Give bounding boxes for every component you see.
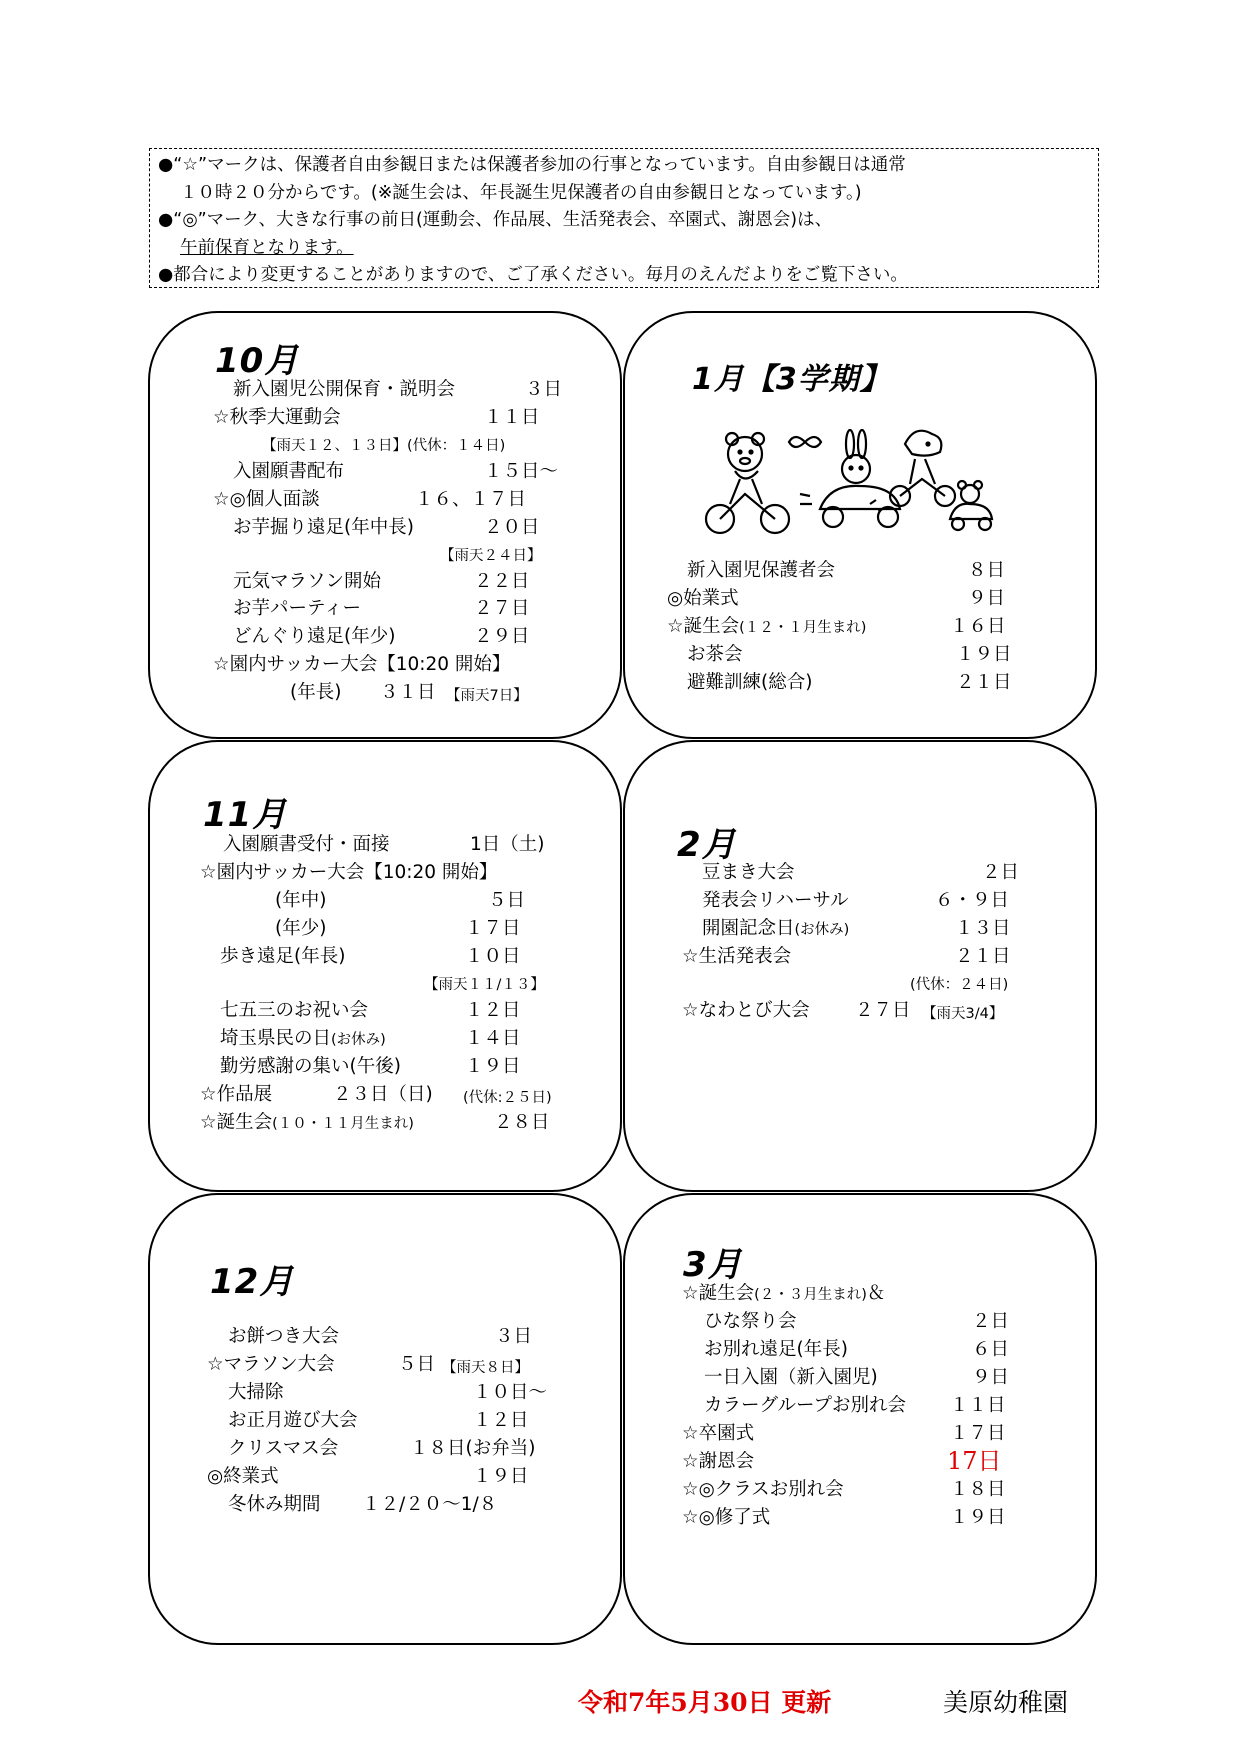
- event-date: ８日: [968, 560, 1006, 581]
- event-date: ５日: [488, 890, 526, 911]
- event-name: 勤労感謝の集い(午後): [220, 1056, 401, 1077]
- event-date: １６日: [950, 616, 1006, 637]
- event-name: 開園記念日: [702, 918, 795, 939]
- event-row: [682, 1282, 885, 1307]
- event-name: ☆マラソン大会: [207, 1354, 335, 1375]
- event-date: ５日: [398, 1354, 436, 1375]
- note-line: １０時２０分からです。(※誕生会は、年長誕生児保護者の自由参観日となっています。): [180, 182, 862, 203]
- event-date: １１日: [950, 1395, 1006, 1416]
- event-note: 【雨天８日】: [442, 1360, 529, 1376]
- event-date: １８日(お弁当): [410, 1438, 536, 1459]
- event-row: [667, 615, 866, 640]
- event-date: １０日: [465, 946, 521, 967]
- event-date: 1日（土): [470, 834, 545, 855]
- event-name: 豆まき大会: [702, 862, 795, 883]
- event-name: ◎始業式: [667, 588, 739, 609]
- event-name: ☆誕生会: [200, 1112, 273, 1133]
- event-date: １７日: [950, 1423, 1006, 1444]
- event-name: 七五三のお祝い会: [220, 1000, 369, 1021]
- event-date: ２８日: [494, 1112, 550, 1133]
- event-note: 【雨天3/4】: [922, 1006, 1004, 1022]
- month-title-january: 1月【3学期】: [692, 362, 891, 397]
- event-name: お別れ遠足(年長): [704, 1339, 848, 1360]
- event-note: (お休み): [794, 922, 850, 938]
- event-date: ９日: [968, 588, 1006, 609]
- event-name: 埼玉県民の日: [220, 1028, 332, 1049]
- note-underline: 午前保育となります。: [180, 237, 354, 258]
- month-title-november: 11月: [203, 795, 288, 835]
- event-date-highlight: 17日: [947, 1447, 1002, 1475]
- event-date: ＆: [866, 1283, 886, 1304]
- event-name: ☆園内サッカー大会【10:20 開始】: [200, 862, 498, 883]
- event-note: 【雨天１２、１３日】(代休：１４日): [262, 438, 506, 454]
- event-date: ６日: [972, 1339, 1010, 1360]
- bear-head: [728, 437, 762, 471]
- event-note: 【雨天１１/１３】: [424, 977, 545, 993]
- event-name: 大掃除: [228, 1382, 284, 1403]
- event-name: 発表会リハーサル: [702, 890, 849, 911]
- event-note: (１０・１１月生まれ): [272, 1116, 414, 1132]
- event-date: １４日: [465, 1028, 521, 1049]
- event-name: 歩き遠足(年長): [220, 946, 346, 967]
- event-note: (お休み): [331, 1032, 386, 1048]
- event-name: ☆なわとび大会: [682, 1000, 810, 1021]
- event-name: お餅つき大会: [228, 1326, 340, 1347]
- note-line: ●“◎”マーク、大きな行事の前日(運動会、作品展、生活発表会、卒園式、謝恩会)は、: [158, 210, 833, 230]
- event-name: ☆誕生会: [682, 1283, 755, 1304]
- event-row: [233, 378, 455, 402]
- event-date: １７日: [465, 918, 521, 939]
- event-date: ２１日: [955, 946, 1011, 967]
- event-date: ３日: [495, 1326, 533, 1347]
- event-date: ３１日: [380, 682, 436, 703]
- event-name: どんぐり遠足(年少): [233, 626, 396, 647]
- event-name: 冬休み期間: [228, 1494, 321, 1515]
- event-date: ２日: [972, 1311, 1010, 1332]
- note-line: ●“☆”マークは、保護者自由参観日または保護者参加の行事となっています。自由参観日は通常: [158, 155, 906, 175]
- event-name: (年長): [290, 682, 342, 703]
- event-note: (１２・１月生まれ): [739, 620, 867, 636]
- event-date: １２日: [465, 1000, 521, 1021]
- event-date: ３日: [525, 379, 563, 400]
- month-title-february: 2月: [677, 825, 737, 865]
- event-name: ☆秋季大運動会: [213, 407, 341, 428]
- event-date: ２１日: [956, 672, 1012, 693]
- children-riding-illustration: [700, 424, 1000, 544]
- event-date: ２日: [982, 862, 1020, 883]
- event-date: １８日: [950, 1479, 1006, 1500]
- month-title-march: 3月: [683, 1245, 743, 1285]
- event-name: ☆◎修了式: [682, 1507, 771, 1528]
- event-name: ☆◎クラスお別れ会: [682, 1479, 844, 1500]
- event-date: １９日: [465, 1056, 521, 1077]
- event-name: ☆生活発表会: [682, 946, 792, 967]
- event-date: ９日: [972, 1367, 1010, 1388]
- event-name: ☆作品展: [200, 1084, 273, 1105]
- event-date: ２３日（日): [333, 1084, 433, 1105]
- event-name: 一日入園（新入園児): [704, 1367, 878, 1388]
- event-date: ２７日: [474, 598, 530, 619]
- event-name: 元気マラソン開始: [233, 571, 382, 592]
- event-name: 新入園児保護者会: [687, 560, 836, 581]
- event-date: ２２日: [474, 571, 530, 592]
- event-name: ☆謝恩会: [682, 1451, 755, 1472]
- event-name: お芋掘り遠足(年中長): [233, 517, 414, 538]
- event-row: [220, 1027, 386, 1052]
- event-date: １１日: [484, 407, 540, 428]
- event-date: １６、１７日: [415, 489, 527, 510]
- school-name: 美原幼稚園: [943, 1688, 1069, 1717]
- event-date: ２９日: [474, 626, 530, 647]
- note-line: [158, 235, 1090, 263]
- event-name: 避難訓練(総合): [687, 672, 813, 693]
- event-note: 【雨天２４日】: [440, 548, 542, 564]
- month-title-october: 10月: [215, 341, 300, 381]
- event-name: ◎終業式: [207, 1466, 279, 1487]
- event-date: １２/２０～1/８: [362, 1494, 498, 1515]
- event-date: １９日: [950, 1507, 1006, 1528]
- event-name: お茶会: [687, 644, 743, 665]
- event-note: (代休:２５日): [463, 1090, 552, 1106]
- event-name: 入園願書受付・面接: [223, 834, 390, 855]
- event-note: (２・３月生まれ): [754, 1287, 867, 1303]
- month-title-december: 12月: [210, 1262, 295, 1302]
- event-date: １９日: [473, 1466, 529, 1487]
- event-name: お芋パーティー: [233, 598, 362, 619]
- event-row: [702, 917, 849, 942]
- event-date: １９日: [956, 644, 1012, 665]
- event-name: クリスマス会: [228, 1438, 339, 1459]
- event-date: １０日～: [473, 1382, 548, 1403]
- note-line: ●都合により変更することがありますので、ご了承ください。毎月のえんだよりをご覧下さい。: [158, 265, 908, 285]
- event-name: ☆◎個人面談: [213, 489, 320, 510]
- event-date: １２日: [473, 1410, 529, 1431]
- event-row: [200, 1111, 414, 1136]
- event-name: ひな祭り会: [704, 1311, 797, 1332]
- event-name: ☆卒園式: [682, 1423, 755, 1444]
- event-name: カラーグループお別れ会: [704, 1395, 907, 1416]
- event-date: ２７日: [855, 1000, 911, 1021]
- event-note: 【雨天7日】: [446, 688, 528, 704]
- event-date: ６・９日: [935, 890, 1010, 911]
- event-name: 入園願書配布: [233, 461, 345, 482]
- event-name: ☆誕生会: [667, 616, 740, 637]
- event-date: １５日～: [484, 461, 559, 482]
- event-date: １３日: [955, 918, 1011, 939]
- notes-box: [149, 148, 1099, 288]
- event-name: お正月遊び大会: [228, 1410, 358, 1431]
- event-date: ２０日: [484, 517, 540, 538]
- event-note: (代休：２４日): [910, 977, 1009, 993]
- updated-date: 令和7年5月30日 更新: [578, 1688, 832, 1717]
- event-name: ☆園内サッカー大会【10:20 開始】: [213, 654, 511, 675]
- event-name: (年中): [275, 890, 327, 911]
- event-name: 新入園児公開保育・説明会: [233, 379, 456, 400]
- event-name: (年少): [275, 918, 327, 939]
